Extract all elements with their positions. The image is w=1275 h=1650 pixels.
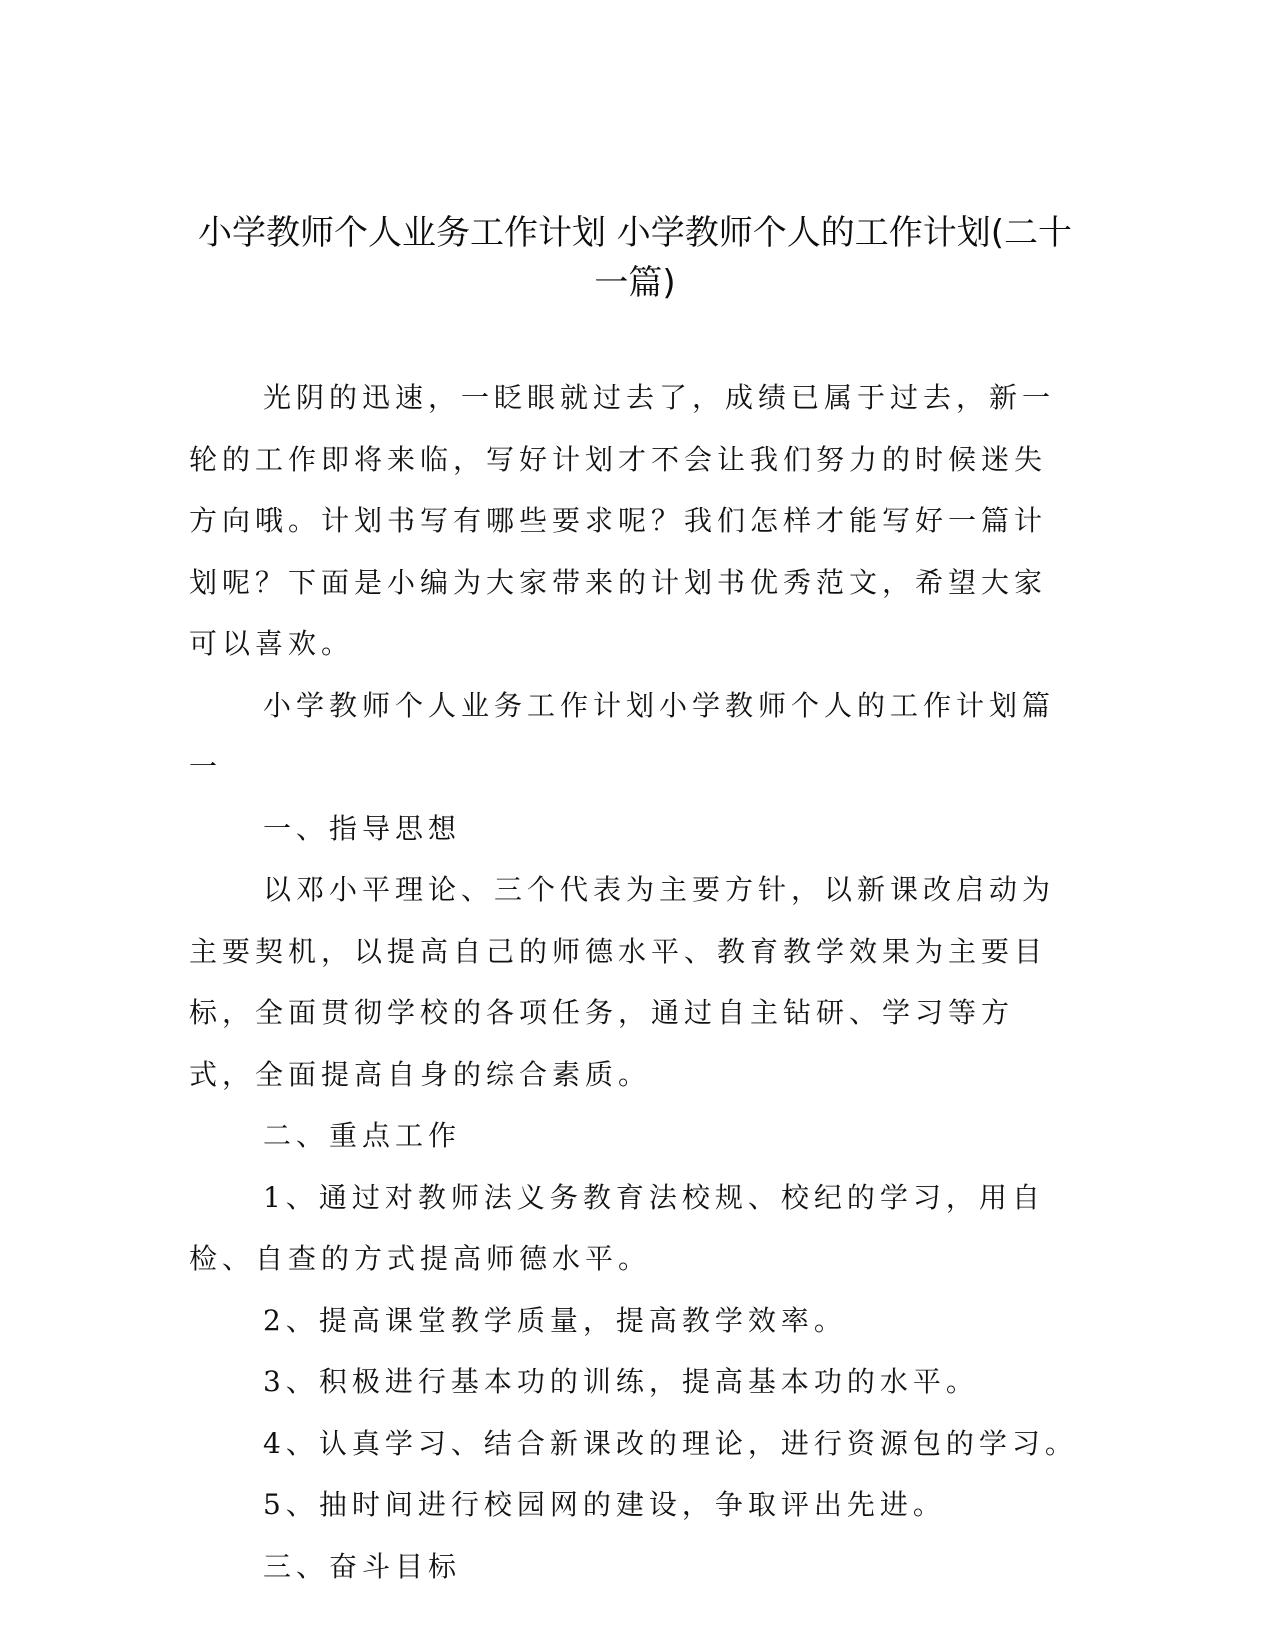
heading-key-work: 二、重点工作	[263, 1119, 462, 1152]
heading-guiding-thought: 一、指导思想	[263, 811, 462, 845]
key-work-item-4: 4、认真学习、结合新课改的理论，进行资源包的学习。	[263, 1426, 1078, 1460]
key-work-item-3: 3、积极进行基本功的训练，提高基本功的水平。	[263, 1365, 979, 1398]
section-title-plan-one: 小学教师个人业务工作计划小学教师个人的工作计划篇一	[189, 688, 1056, 783]
key-work-item-1: 1、通过对教师法义务教育法校规、校纪的学习，用自检、自查的方式提高师德水平。	[189, 1180, 1045, 1275]
paragraph-guiding-thought: 以邓小平理论、三个代表为主要方针，以新课改启动为主要契机，以提高自己的师德水平、教育教学效果为主要目标，全面贯彻学校的各项任务，通过自主钻研、学习等方式，全面提高自身的综合素质。	[189, 873, 1056, 1091]
intro-paragraph: 光阴的迅速，一眨眼就过去了，成绩已属于过去，新一轮的工作即将来临，写好计划才不会让我们努力的时候迷失方向哦。计划书写有哪些要求呢？我们怎样才能写好一篇计划呢？下面是小编为大家带来的计划书优秀范文，希望大家可以喜欢。	[189, 381, 1056, 660]
heading-goals: 三、奋斗目标	[263, 1549, 462, 1583]
document-body	[189, 367, 1079, 1597]
key-work-item-2: 2、提高课堂教学质量，提高教学效率。	[263, 1303, 847, 1337]
document-title: 小学教师个人业务工作计划 小学教师个人的工作计划(二十一篇)	[197, 213, 1073, 303]
key-work-item-5: 5、抽时间进行校园网的建设，争取评出先进。	[263, 1488, 946, 1521]
